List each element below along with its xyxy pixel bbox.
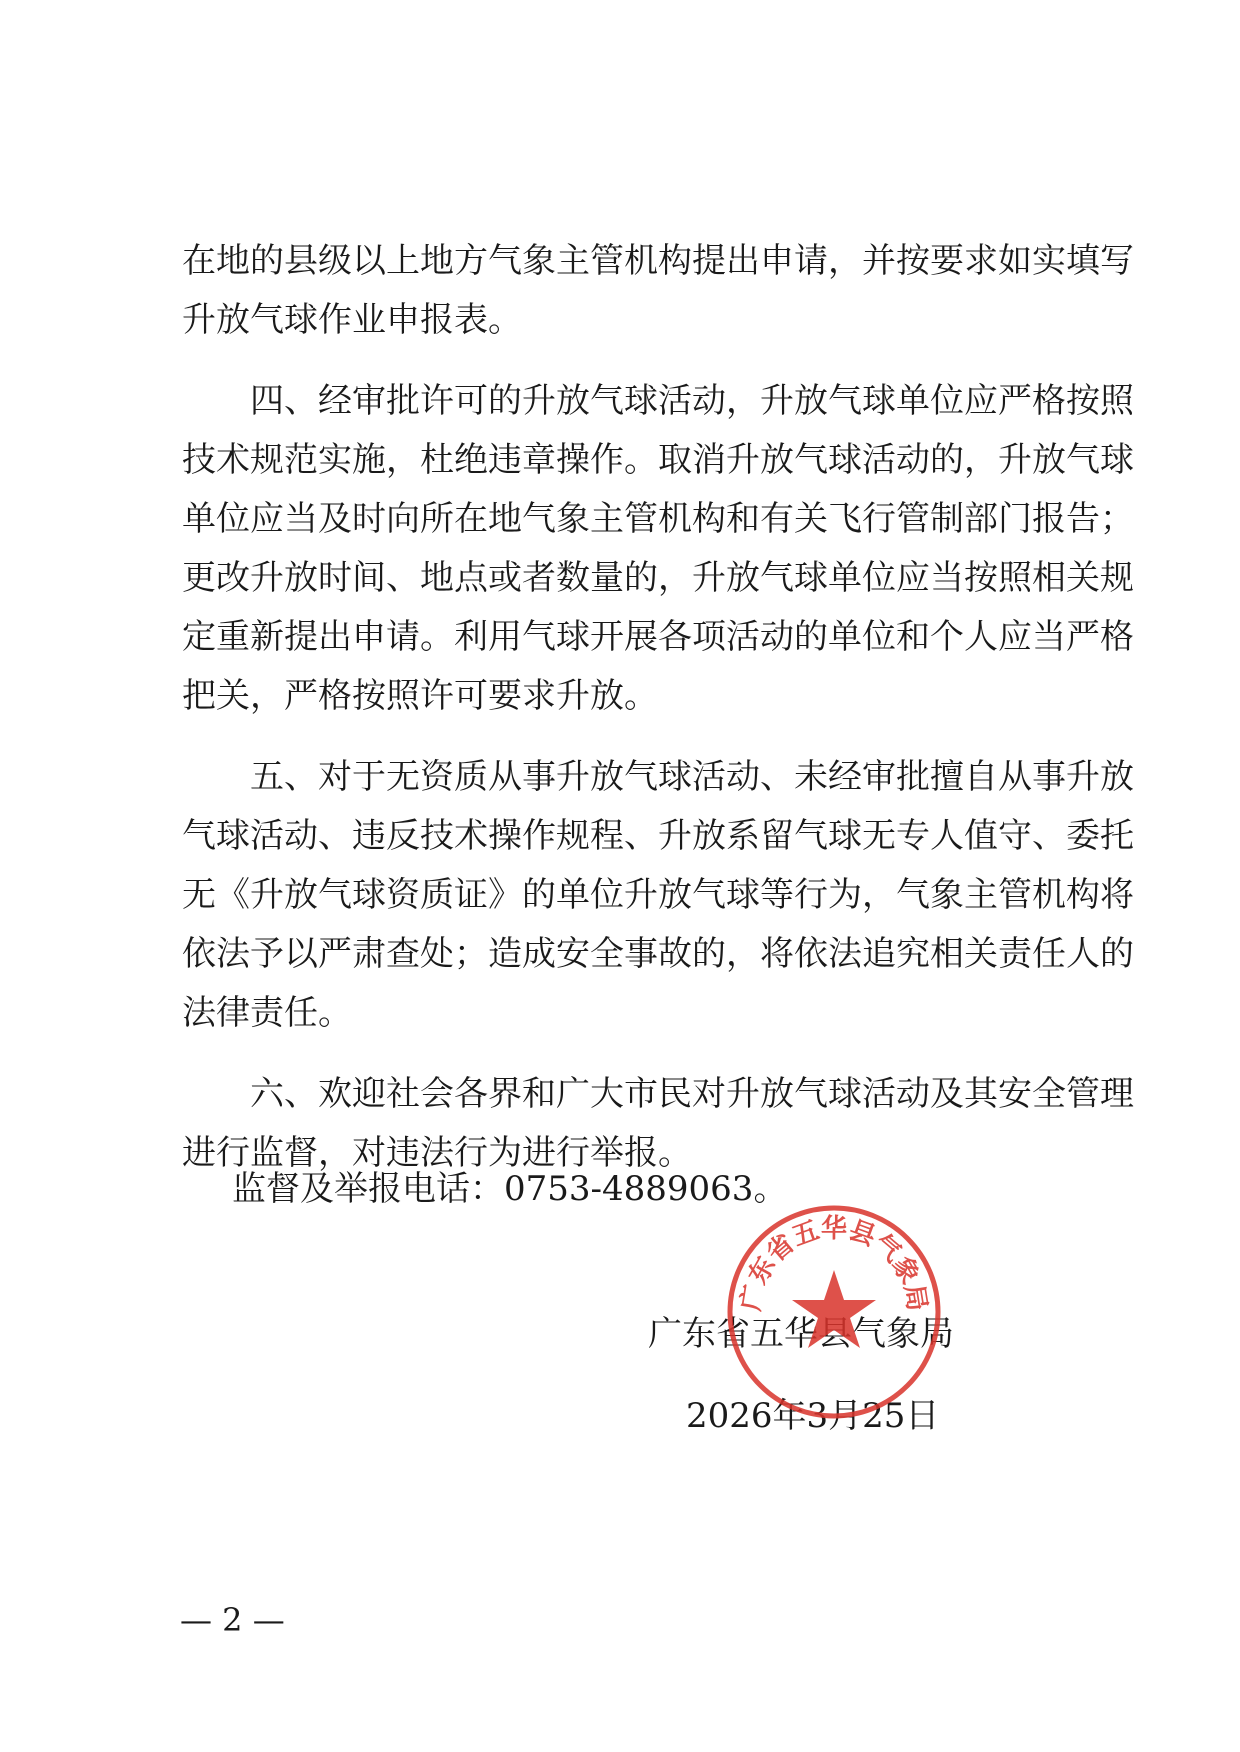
body-line: 单位应当及时向所在地气象主管机构和有关飞行管制部门报告； bbox=[182, 499, 1134, 539]
body-line: 进行监督，对违法行为进行举报。 bbox=[182, 1133, 692, 1173]
body-line: 更改升放时间、地点或者数量的，升放气球单位应当按照相关规 bbox=[182, 558, 1134, 598]
body-line: 六、欢迎社会各界和广大市民对升放气球活动及其安全管理 bbox=[182, 1074, 1134, 1114]
paragraph-gap bbox=[182, 1043, 1100, 1065]
paragraph-gap bbox=[182, 350, 1100, 372]
issuer-signature: 广东省五华县气象局 bbox=[648, 1314, 954, 1354]
body-line: 四、经审批许可的升放气球活动，升放气球单位应严格按照 bbox=[182, 381, 1134, 421]
body-line: 五、对于无资质从事升放气球活动、未经审批擅自从事升放 bbox=[182, 757, 1134, 797]
report-hotline: 监督及举报电话：0753-4889063。 bbox=[232, 1169, 788, 1209]
official-seal-icon bbox=[722, 1200, 946, 1424]
body-line: 把关，严格按照许可要求升放。 bbox=[182, 676, 658, 716]
body-line: 技术规范实施，杜绝违章操作。取消升放气球活动的，升放气球 bbox=[182, 440, 1134, 480]
seal-star-icon bbox=[792, 1270, 876, 1348]
body-line: 无《升放气球资质证》的单位升放气球等行为，气象主管机构将 bbox=[182, 875, 1134, 915]
page-number: — 2 — bbox=[180, 1601, 285, 1639]
body-line: 升放气球作业申报表。 bbox=[182, 300, 522, 340]
body-line: 依法予以严肃查处；造成安全事故的，将依法追究相关责任人的 bbox=[182, 934, 1134, 974]
paragraph-gap bbox=[182, 726, 1100, 748]
body-line: 在地的县级以上地方气象主管机构提出申请，并按要求如实填写 bbox=[182, 241, 1134, 281]
document-body bbox=[182, 232, 1134, 1183]
seal-text: 广东省五华县气象局 bbox=[736, 1213, 932, 1314]
body-line: 定重新提出申请。利用气球开展各项活动的单位和个人应当严格 bbox=[182, 617, 1134, 657]
body-line: 气球活动、违反技术操作规程、升放系留气球无专人值守、委托 bbox=[182, 816, 1134, 856]
body-line: 法律责任。 bbox=[182, 993, 352, 1033]
issue-date: 2026年3月25日 bbox=[686, 1396, 940, 1436]
